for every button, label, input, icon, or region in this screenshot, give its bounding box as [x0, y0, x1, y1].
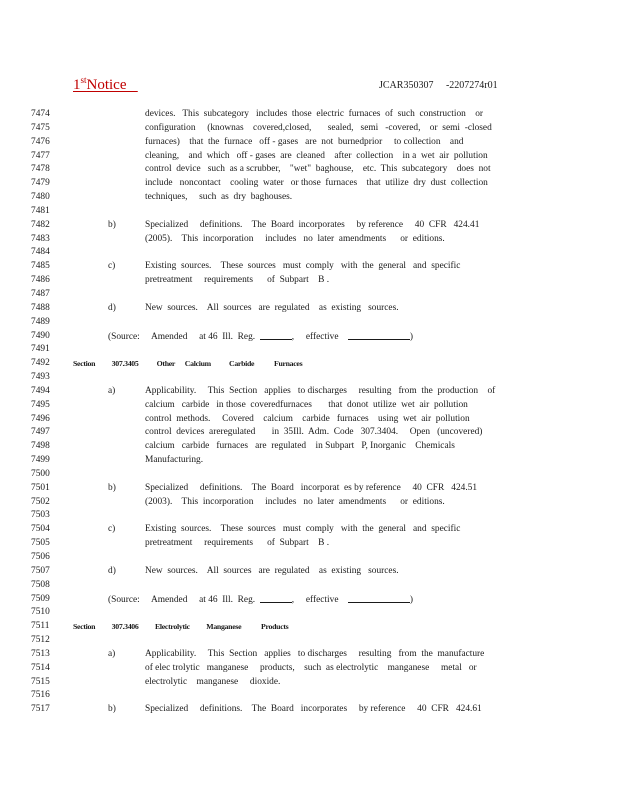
- section-heading: Section 307.3405 Other Calcium Carbide Furnaces: [73, 359, 303, 369]
- notice-ordinal-suffix: st: [80, 75, 87, 85]
- jcar-document-code: JCAR350307 -2207274r01: [379, 80, 498, 91]
- line-text: pretreatment requirements of Subpart B .: [145, 275, 330, 286]
- document-line: [0, 108, 618, 122]
- line-text: cleaning, and which off - gases are cleaned after collection in a wet air pollution: [145, 150, 488, 161]
- line-number: 7485: [31, 261, 50, 272]
- line-number: 7506: [31, 552, 50, 562]
- document-line: [0, 302, 618, 316]
- document-line: [0, 288, 618, 302]
- document-line: [0, 689, 618, 703]
- line-number: 7514: [31, 662, 50, 673]
- subsection-label: d): [108, 302, 116, 313]
- line-number: 7517: [31, 704, 50, 715]
- line-text: New sources. All sources are regulated as existing sources.: [145, 565, 399, 576]
- line-text: calcium carbide in those coveredfurnaces that donot utilize wet air pollution: [145, 399, 468, 410]
- register-page-blank: [260, 593, 292, 603]
- line-number: 7480: [31, 192, 50, 203]
- document-line: [0, 648, 618, 662]
- document-line: [0, 274, 618, 288]
- notice-word: Notice: [86, 77, 127, 93]
- line-number: 7484: [31, 247, 50, 258]
- document-line: [0, 316, 618, 330]
- document-line: [0, 537, 618, 551]
- line-number: 7481: [31, 205, 50, 216]
- line-number: 7476: [31, 136, 50, 147]
- document-line: [0, 219, 618, 233]
- line-text: electrolytic manganese dioxide.: [145, 676, 281, 687]
- document-line: [0, 509, 618, 523]
- line-number: 7509: [31, 593, 50, 604]
- line-text: techniques, such as dry baghouses.: [145, 192, 293, 203]
- line-number: 7513: [31, 648, 50, 659]
- line-text: pretreatment requirements of Subpart B .: [145, 538, 330, 549]
- line-number: 7475: [31, 122, 50, 133]
- line-text: Specialized definitions. The Board incorporat es by reference 40 CFR 424.51: [145, 482, 478, 493]
- line-number: 7515: [31, 676, 50, 687]
- subsection-label: b): [108, 219, 116, 230]
- line-text: Existing sources. These sources must comply with the general and specific: [145, 524, 461, 535]
- register-page-blank: [260, 330, 292, 340]
- document-line: [0, 385, 618, 399]
- notice-number: 1: [73, 77, 81, 93]
- line-number: 7483: [31, 233, 50, 244]
- document-line: [0, 136, 618, 150]
- source-note: [108, 593, 413, 608]
- line-number: 7498: [31, 441, 50, 452]
- line-number: 7496: [31, 413, 50, 424]
- line-text: New sources. All sources are regulated as existing sources.: [145, 302, 399, 313]
- line-number: 7482: [31, 219, 50, 230]
- source-note: [108, 330, 413, 345]
- line-number: 7503: [31, 510, 50, 521]
- line-number: 7511: [31, 621, 50, 632]
- line-number: 7494: [31, 385, 50, 396]
- document-line: [0, 205, 618, 219]
- effective-label: , effective: [291, 331, 339, 342]
- line-number: 7491: [31, 344, 50, 355]
- source-note-text: (Source: Amended at 46 Ill. Reg.: [108, 594, 256, 605]
- document-line: [0, 620, 618, 634]
- subsection-label: d): [108, 565, 116, 576]
- line-text: Specialized definitions. The Board incorporates by reference 40 CFR 424.41: [145, 219, 480, 230]
- line-number: 7493: [31, 372, 50, 383]
- document-line: [0, 246, 618, 260]
- line-number: 7500: [31, 468, 50, 479]
- document-line: [0, 426, 618, 440]
- line-number: 7501: [31, 482, 50, 493]
- line-number: 7479: [31, 178, 50, 189]
- line-number: 7502: [31, 496, 50, 507]
- document-line: [0, 565, 618, 579]
- document-line: [0, 260, 618, 274]
- line-text: control devices areregulated in 35Ill. Adm. Code 307.3404. Open (uncovered): [145, 427, 483, 438]
- line-text: control device such as a scrubber, "wet" baghouse, etc. This subcategory does not: [145, 164, 491, 175]
- line-number: 7497: [31, 427, 50, 438]
- line-number: 7512: [31, 635, 50, 646]
- line-number: 7488: [31, 302, 50, 313]
- line-text: Applicability. This Section applies to discharges resulting from the production of: [145, 385, 496, 396]
- document-line: [0, 233, 618, 247]
- line-text: calcium carbide furnaces are regulated in Subpart P, Inorganic Chemicals: [145, 441, 455, 452]
- line-text: (2005). This incorporation includes no later amendments or editions.: [145, 233, 445, 244]
- line-text: Manufacturing.: [145, 455, 204, 466]
- numbered-lines: [0, 108, 618, 717]
- line-number: 7492: [31, 358, 50, 369]
- subsection-label: a): [108, 385, 116, 396]
- document-line: [0, 593, 618, 607]
- document-line: [0, 468, 618, 482]
- document-line: [0, 371, 618, 385]
- document-line: [0, 357, 618, 371]
- section-heading: Section 307.3406 Electrolytic Manganese Products: [73, 622, 289, 632]
- notice-heading: [73, 75, 138, 94]
- line-text: Specialized definitions. The Board incorporates by reference 40 CFR 424.61: [145, 704, 482, 715]
- line-text: devices. This subcategory includes those electric furnaces of such construction or: [145, 109, 484, 119]
- line-number: 7507: [31, 565, 50, 576]
- line-number: 7477: [31, 150, 50, 161]
- subsection-label: b): [108, 704, 116, 715]
- line-text: of elec trolytic manganese products, such as electrolytic manganese metal or: [145, 662, 477, 673]
- document-line: [0, 343, 618, 357]
- subsection-label: b): [108, 482, 116, 493]
- line-text: control methods. Covered calcium carbide furnaces using wet air pollution: [145, 413, 470, 424]
- line-number: 7495: [31, 399, 50, 410]
- line-number: 7510: [31, 607, 50, 618]
- line-number: 7478: [31, 164, 50, 175]
- line-text: configuration (knownas covered,closed, sealed, semi -covered, or semi -closed: [145, 122, 492, 133]
- document-line: [0, 523, 618, 537]
- effective-label: , effective: [291, 594, 339, 605]
- subsection-label: a): [108, 648, 116, 659]
- line-number: 7490: [31, 330, 50, 341]
- document-line: [0, 330, 618, 344]
- effective-date-blank: [348, 593, 410, 603]
- document-line: [0, 634, 618, 648]
- line-number: 7516: [31, 690, 50, 701]
- line-number: 7486: [31, 275, 50, 286]
- line-number: 7508: [31, 579, 50, 590]
- line-number: 7499: [31, 455, 50, 466]
- document-line: [0, 440, 618, 454]
- document-line: [0, 606, 618, 620]
- document-line: [0, 676, 618, 690]
- document-line: [0, 482, 618, 496]
- source-note-close: ): [409, 594, 413, 605]
- line-text: Applicability. This Section applies to discharges resulting from the manufacture: [145, 648, 485, 659]
- line-number: 7487: [31, 288, 50, 299]
- line-number: 7474: [31, 109, 50, 119]
- source-note-close: ): [409, 331, 413, 342]
- source-note-text: (Source: Amended at 46 Ill. Reg.: [108, 331, 256, 342]
- document-line: [0, 579, 618, 593]
- line-text: (2003). This incorporation includes no later amendments or editions.: [145, 496, 445, 507]
- line-number: 7489: [31, 316, 50, 327]
- document-line: [0, 496, 618, 510]
- line-text: include noncontact cooling water or those furnaces that utilize dry dust collection: [145, 178, 488, 189]
- effective-date-blank: [348, 330, 410, 340]
- document-line: [0, 150, 618, 164]
- line-number: 7504: [31, 524, 50, 535]
- document-line: [0, 662, 618, 676]
- document-line: [0, 122, 618, 136]
- line-number: 7505: [31, 538, 50, 549]
- document-line: [0, 177, 618, 191]
- line-text: furnaces) that the furnace off - gases are not burnedprior to collection and: [145, 136, 464, 147]
- subsection-label: c): [108, 261, 116, 272]
- document-line: [0, 399, 618, 413]
- document-line: [0, 454, 618, 468]
- subsection-label: c): [108, 524, 116, 535]
- document-line: [0, 191, 618, 205]
- line-text: Existing sources. These sources must comply with the general and specific: [145, 261, 461, 272]
- document-line: [0, 551, 618, 565]
- document-line: [0, 413, 618, 427]
- document-line: [0, 163, 618, 177]
- document-line: [0, 703, 618, 717]
